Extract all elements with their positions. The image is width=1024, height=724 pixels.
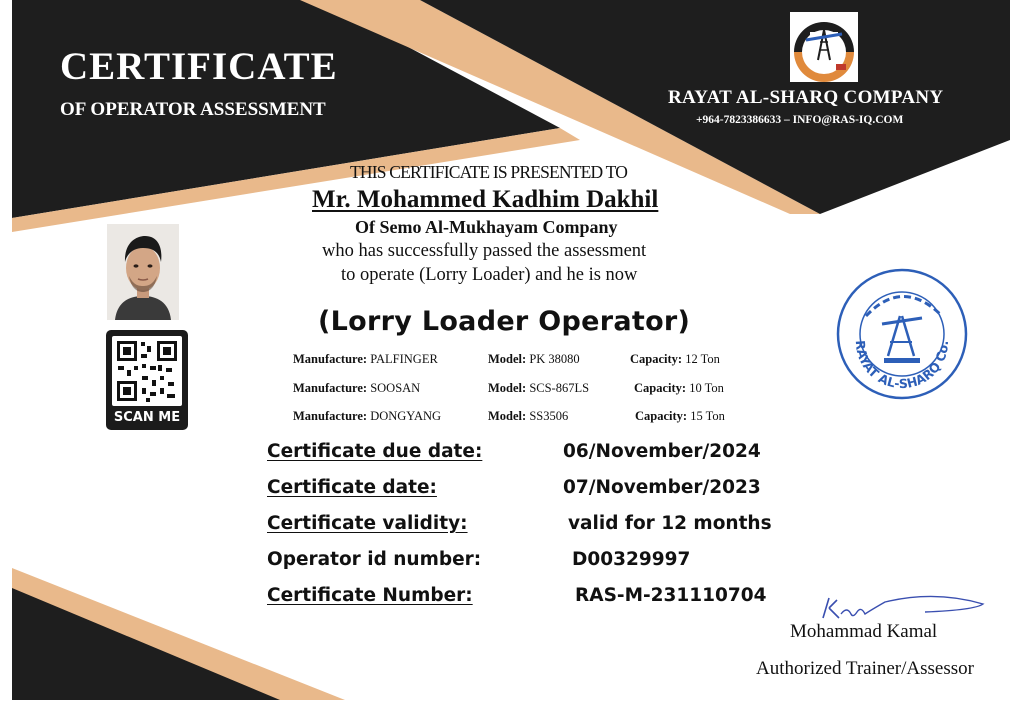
qr-code-icon[interactable] [112,336,182,406]
manufacturer-value: DONGYANG [370,409,442,423]
capacity-label: Capacity: [630,352,683,366]
capacity-label: Capacity: [635,409,688,423]
scan-me-label: SCAN ME [113,410,181,425]
model-cell [488,381,589,396]
presented-to-text: THIS CERTIFICATE IS PRESENTED TO [350,162,628,182]
svg-text:RAYAT AL-SHARQ Co. [853,340,951,391]
operator-id-label: Operator id number: [267,549,482,570]
capacity-cell [635,409,725,424]
recipient-name: Mr. Mohammed Kadhim Dakhil [312,186,659,213]
equipment-row [293,381,420,396]
capacity-label: Capacity: [634,381,687,395]
manufacturer-label: Manufacture: [293,409,368,423]
operator-role-title: (Lorry Loader Operator) [318,306,691,337]
manufacturer-value: SOOSAN [370,381,421,395]
model-cell [488,409,568,424]
equipment-row [293,409,441,424]
equipment-row [293,352,438,367]
certificate-number-value: RAS-M-231110704 [575,585,767,606]
capacity-cell [634,381,724,396]
assessment-text-line-1: who has successfully passed the assessment [322,241,647,261]
certificate-number-label: Certificate Number: [267,585,473,606]
model-value: SCS-867LS [529,381,590,395]
due-date-value: 06/November/2024 [563,441,761,462]
capacity-cell [630,352,720,367]
manufacturer-label: Manufacture: [293,381,368,395]
operator-photo [107,224,179,320]
recipient-company: Of Semo Al-Mukhayam Company [355,217,618,237]
manufacturer-label: Manufacture: [293,352,368,366]
signer-name: Mohammad Kamal [790,621,938,642]
due-date-label: Certificate due date: [267,441,483,462]
company-name: RAYAT AL-SHARQ COMPANY [668,87,944,108]
oil-derrick-gear-logo-icon [790,12,858,82]
capacity-value: 15 Ton [690,409,725,423]
assessment-text-line-2: to operate (Lorry Loader) and he is now [341,265,638,285]
qr-code-badge[interactable] [106,330,188,430]
certificate-title: CERTIFICATE [60,45,338,88]
model-value: SS3506 [529,409,569,423]
signer-role: Authorized Trainer/Assessor [756,658,974,679]
company-seal-stamp-icon [832,264,972,404]
manufacturer-value: PALFINGER [370,352,438,366]
certificate-date-value: 07/November/2023 [563,477,761,498]
operator-id-value: D00329997 [572,549,691,570]
capacity-value: 10 Ton [689,381,724,395]
model-cell [488,352,580,367]
model-value: PK 38080 [529,352,580,366]
capacity-value: 12 Ton [685,352,720,366]
stamp-text: RAYAT AL-SHARQ Co. [852,339,952,392]
model-label: Model: [488,409,527,423]
company-contact: +964-7823386633 – INFO@RAS-IQ.COM [696,114,904,126]
certificate-date-label: Certificate date: [267,477,437,498]
certificate-subtitle: OF OPERATOR ASSESSMENT [60,99,326,120]
model-label: Model: [488,381,527,395]
validity-label: Certificate validity: [267,513,468,534]
model-label: Model: [488,352,527,366]
validity-value: valid for 12 months [568,513,772,534]
signature-mark [815,588,990,624]
